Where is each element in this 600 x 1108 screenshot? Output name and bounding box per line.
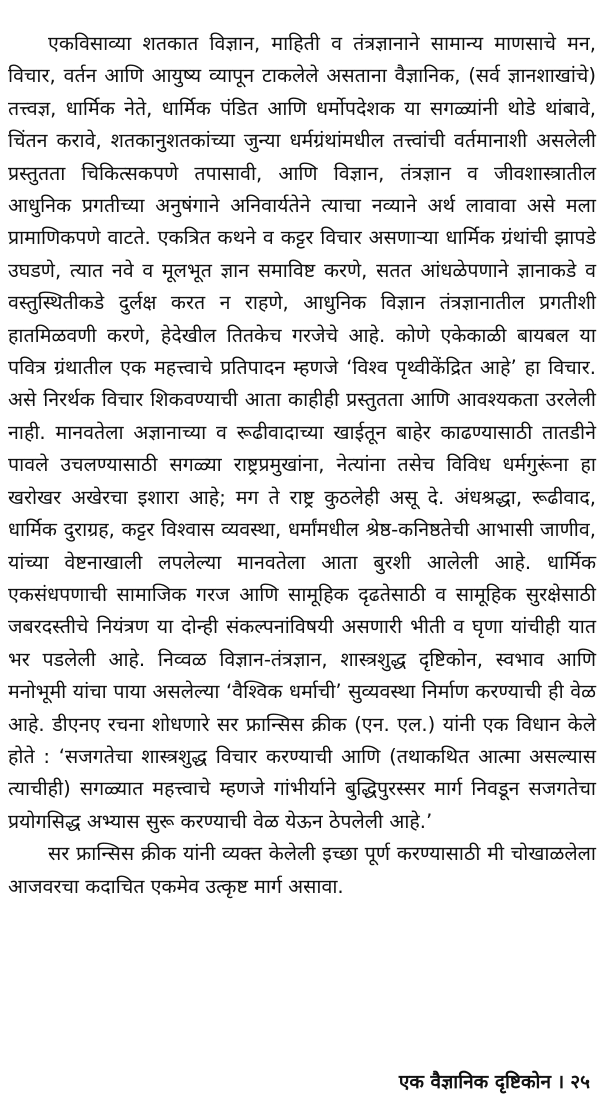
page-number: २५ [570, 1071, 590, 1093]
paragraph: सर फ्रान्सिस क्रीक यांनी व्यक्त केलेली इच्छा पूर्ण करण्यासाठी मी चोखाळलेला आजवरचा कदाचित एकमेव उत्कृष्ट मार्ग असावा. [8, 842, 596, 898]
footer-separator: । [557, 1071, 565, 1093]
paragraph: एकविसाव्या शतकात विज्ञान, माहिती व तंत्रज्ञानाने सामान्य माणसाचे मन, विचार, वर्तन आणि आयुष्य व्यापून टाकलेले असताना वैज्ञानिक, (सर्व ज्ञानशाखांचे) तत्त्वज्ञ, धार्मिक नेते, धार्मिक पंडित आणि धर्मोपदेशक या सगळ्यांनी थोडे थांबावे, चिंतन करावे, शतकानुशतकांच्या जुन्या धर्मग्रंथांमधील तत्त्वांची वर्तमानाशी असलेली प्रस्तुतता चिकित्सकपणे तपासावी, आणि विज्ञान, तंत्रज्ञान व जीवशास्त्रातील आधुनिक प्रगतीच्या अनुषंगाने अनिवार्यतेने त्याचा नव्याने अर्थ लावावा असे मला प्रामाणिकपणे वाटते. एकत्रित कथने व कट्टर विचार असणाऱ्या धार्मिक ग्रंथांची झापडे उघडणे, त्यात नवे व मूलभूत ज्ञान समाविष्ट करणे, सतत आंधळेपणाने ज्ञानाकडे व वस्तुस्थितीकडे दुर्लक्ष करत न राहणे, आधुनिक विज्ञान तंत्रज्ञानातील प्रगतीशी हातमिळवणी करणे, हेदेखील तितकेच गरजेचे आहे. कोणे एकेकाळी बायबल या पवित्र ग्रंथातील एक महत्त्वाचे प्रतिपादन म्हणजे ‘विश्व पृथ्वीकेंद्रित आहे’ हा विचार. असे निरर्थक विचार शिकवण्याची आता काहीही प्रस्तुतता आणि आवश्यकता उरलेली नाही. मानवतेला अज्ञानाच्या व रूढीवादाच्या खाईतून बाहेर काढण्यासाठी तातडीने पावले उचलण्यासाठी सगळ्या राष्ट्रप्रमुखांना, नेत्यांना तसेच विविध धर्मगुरूंना हा खरोखर अखेरचा इशारा आहे; मग ते राष्ट्र कुठलेही असू दे. अंधश्रद्धा, रूढीवाद, धार्मिक दुराग्रह, कट्टर विश्वास व्यवस्था, धर्मांमधील श्रेष्ठ-कनिष्ठतेची आभासी जाणीव, यांच्या वेष्टनाखाली लपलेल्या मानवतेला आता बुरशी आलेली आहे. धार्मिक एकसंधपणाची सामाजिक गरज आणि सामूहिक दृढतेसाठी व सामूहिक सुरक्षेसाठी जबरदस्तीचे नियंत्रण या दोन्ही संकल्पनांविषयी असणारी भीती व घृणा यांचीही यात भर पडलेली आहे. निव्वळ विज्ञान-तंत्रज्ञान, शास्त्रशुद्ध दृष्टिकोन, स्वभाव आणि मनोभूमी यांचा पाया असलेल्या ‘वैश्विक धर्माची’ सुव्यवस्था निर्माण करण्याची ही वेळ आहे. डीएनए रचना शोधणारे सर फ्रान्सिस क्रीक (एन. एल.) यांनी एक विधान केले होते : ‘सजगतेचा शास्त्रशुद्ध विचार करण्याची आणि (तथाकथित आत्मा असल्यास त्याचीही) सगळ्यात महत्त्वाचे म्हणजे गांभीर्याने बुद्धिपुरस्सर मार्ग निवडून सजगतेचा प्रयोगसिद्ध अभ्यास सुरू करण्याची वेळ येऊन ठेपलेली आहे.’ [8, 32, 596, 833]
body-text [8, 28, 596, 903]
page-footer [399, 1068, 590, 1094]
running-title: एक वैज्ञानिक दृष्टिकोन [398, 1071, 552, 1093]
